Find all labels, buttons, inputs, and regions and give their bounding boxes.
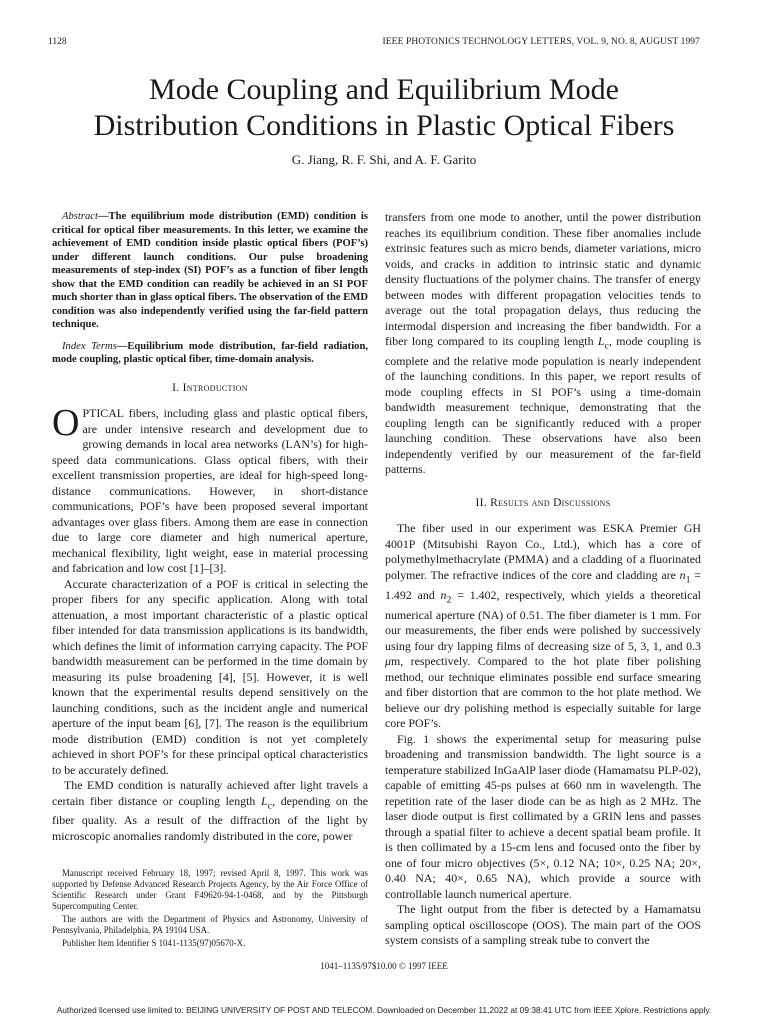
running-head: IEEE PHOTONICS TECHNOLOGY LETTERS, VOL. 9, NO. 8, AUGUST 1997 bbox=[382, 37, 700, 47]
page-number: 1128 bbox=[48, 37, 67, 47]
right-paragraph-1 bbox=[385, 210, 701, 478]
title-line-1: Mode Coupling and Equilibrium Mode bbox=[149, 73, 619, 106]
intro-paragraph-1-text: PTICAL fibers, including glass and plastic optical fibers, are under intensive research and development due to growing demands in local area networks (LAN’s) for high-speed data communications. Glass optical fibers, with their excellent transmission properties, are ideal for high-speed long-distance communications. However, in short-distance communications, POF’s have been proposed several important advantages over glass fibers. Among them are ease in connection due to large core diameter and high numerical aperture, mechanical flexibility, light weight, ease in material processing and fabrication and low cost [1]–[3]. bbox=[52, 406, 368, 575]
n2-value: = 1.402, respectively, which yields a theoretical numerical aperture (NA) of 0.51. The fiber diameter is 1 mm. For our measurements, the fiber ends were polished by successively using four dry lapping films of decreasing size of 5, 3, 1, and 0.3 bbox=[385, 587, 701, 653]
section-heading-introduction: I. Introduction bbox=[172, 381, 248, 394]
footnote-manuscript: Manuscript received February 18, 1997; revised April 8, 1997. This work was supported by Defense Advanced Research Projects Agency, by the Air Force Office of Scientific Research under Grant F49620-94-1-0468, and by the Pittsburgh Supercomputing Center. bbox=[52, 868, 368, 911]
index-terms-body: —Equilibrium mode distribution, far-field radiation, mode coupling, plastic optical fiber, time-domain analysis. bbox=[52, 340, 368, 365]
symbol-mu: μ bbox=[385, 654, 391, 669]
symbol-n1-sub: 1 bbox=[685, 574, 691, 586]
symbol-lc-2-sub: c bbox=[604, 340, 609, 352]
intro-p3-text-b: , depending on the fiber quality. As a result of the diffraction of the light by microscopic anomalies randomly distributed in the core, power bbox=[52, 793, 369, 843]
license-notice: Authorized licensed use limited to: BEIJING UNIVERSITY OF POST AND TELECOM. Downloaded on December 11,2022 at 09:38:41 UTC from IEEE Xplore. Restrictions apply. bbox=[56, 1005, 712, 1015]
section-heading-results: II. Results and Discussions bbox=[475, 496, 611, 509]
symbol-lc-sub: c bbox=[267, 799, 273, 811]
abstract-lead: Abstract bbox=[62, 211, 98, 222]
intro-p3-text-a: The EMD condition is naturally achieved after light travels a certain fiber distance or coupling length bbox=[52, 778, 368, 808]
index-terms bbox=[52, 340, 368, 367]
footnote-identifier: Publisher Item Identifier S 1041-1135(97)05670-X. bbox=[62, 938, 246, 948]
symbol-n1: n bbox=[679, 567, 686, 582]
footnote-affiliation: The authors are with the Department of Physics and Astronomy, University of Pennsylvania, Philadelphia, PA 19104 USA. bbox=[52, 914, 368, 935]
right-column bbox=[385, 210, 701, 949]
intro-paragraph-3 bbox=[52, 778, 368, 844]
results-p1-text-b: m, respectively. Compared to the hot plate fiber polishing method, our technique eliminates possible end surface smearing and fiber distortion that are common to the hot plate method. We believe our dry polishing method is especially suitable for large core POF’s. bbox=[385, 654, 701, 731]
symbol-n2: n bbox=[440, 587, 447, 602]
title-line-2: Distribution Conditions in Plastic Optical Fibers bbox=[93, 109, 675, 142]
results-paragraph-1 bbox=[385, 521, 701, 731]
index-terms-lead: Index Terms bbox=[62, 340, 117, 352]
right-p1-text-b: , mode coupling is complete and the relative mode population is nearly independent of the launching conditions. In this paper, we report results of mode coupling effects in SI POF’s using a time-domain bandwidth measurement technique, demonstrating that the coupling length can be significantly reduced with a proper launching condition. These observations have also been independently verified by our measurement of the far-field patterns. bbox=[385, 334, 701, 477]
abstract bbox=[52, 210, 368, 332]
paper-title bbox=[40, 72, 728, 144]
results-paragraph-3: The light output from the fiber is detected by a Hamamatsu sampling optical oscilloscope (OOS). The main part of the OOS system consists of a sampling streak tube to convert the bbox=[385, 902, 701, 948]
symbol-lc-2: L bbox=[597, 334, 605, 348]
symbol-n2-sub: 2 bbox=[446, 594, 452, 606]
results-paragraph-2: Fig. 1 shows the experimental setup for measuring pulse broadening and transmission bandwidth. The light source is a temperature stabilized InGaAlP laser diode (Hamamatsu PLP-02), capable of emitting 45-ps pulses at 660 nm in wavelength. The repetition rate of the laser diode can be as high as 2 MHz. The laser diode output is first collimated by a GRIN lens and passes through a spatial filter to achieve a decent spatial beam profile. It is then collimated by a 15-cm lens and focused onto the fiber by one of four micro objectives (5×, 0.12 NA; 10×, 0.25 NA; 20×, 0.40 NA; 40×, 0.65 NA), which provide a source with controllable launch numerical aperture. bbox=[385, 731, 701, 901]
left-column bbox=[52, 210, 368, 844]
footnotes bbox=[52, 868, 368, 951]
abstract-body: —The equilibrium mode distribution (EMD) condition is critical for optical fiber measurements. In this letter, we examine the achievement of EMD condition inside plastic optical fibers (POF’s) under different launch conditions. Our pulse broadening measurements of step-index (SI) POF’s as a function of fiber length show that the EMD condition can readily be achieved in an SI POF much shorter than in glass optical fibers. The observation of the EMD condition was also independently verified using the far-field pattern technique. bbox=[52, 211, 368, 330]
symbol-lc: L bbox=[261, 793, 268, 808]
right-p1-text-a: transfers from one mode to another, until the power distribution reaches its equilibrium condition. These fiber anomalies include extrinsic features such as micro bends, diameter variations, micro voids, and cracks in addition to intrinsic static and dynamic density fluctuations of the polymer chains. The transfer of energy between modes with different propagation velocities tends to average out the total propagation delays, thus reducing the intermodal dispersion and increasing the fiber bandwidth. For a fiber long compared to its coupling length bbox=[385, 210, 701, 348]
results-p1-text-a: The fiber used in our experiment was ESKA Premier GH 4001P (Mitsubishi Rayon Co., Ltd.), which has a core of polymethylmethacrylate (PMMA) and a cladding of a fluorinated polymer. The refractive indices of the core and cladding are bbox=[385, 521, 701, 582]
intro-paragraph-1 bbox=[52, 402, 368, 577]
intro-paragraph-2: Accurate characterization of a POF is critical in selecting the proper fibers for any specific application. Along with total attenuation, a most important characteristic of a plastic optical fiber intended for data transmission applications is its bandwidth, which defines the limit of information carrying capacity. The POF bandwidth measurement can be performed in the time domain by measuring its pulse broadening [4], [5]. However, it is well known that the experimental results depend sensitively on the launching conditions, such as the incident angle and numerical aperture of the input beam [6], [7]. The reason is the equilibrium mode distribution (EMD) condition is not yet completely achieved in short POF’s for these principal optical characteristics to be accurately defined. bbox=[52, 576, 368, 777]
author-list: G. Jiang, R. F. Shi, and A. F. Garito bbox=[291, 152, 477, 167]
copyright-line: 1041–1135/97$10.00 © 1997 IEEE bbox=[320, 961, 448, 971]
drop-cap: O bbox=[52, 402, 80, 444]
n1-value: = 1.492 and bbox=[385, 567, 701, 602]
